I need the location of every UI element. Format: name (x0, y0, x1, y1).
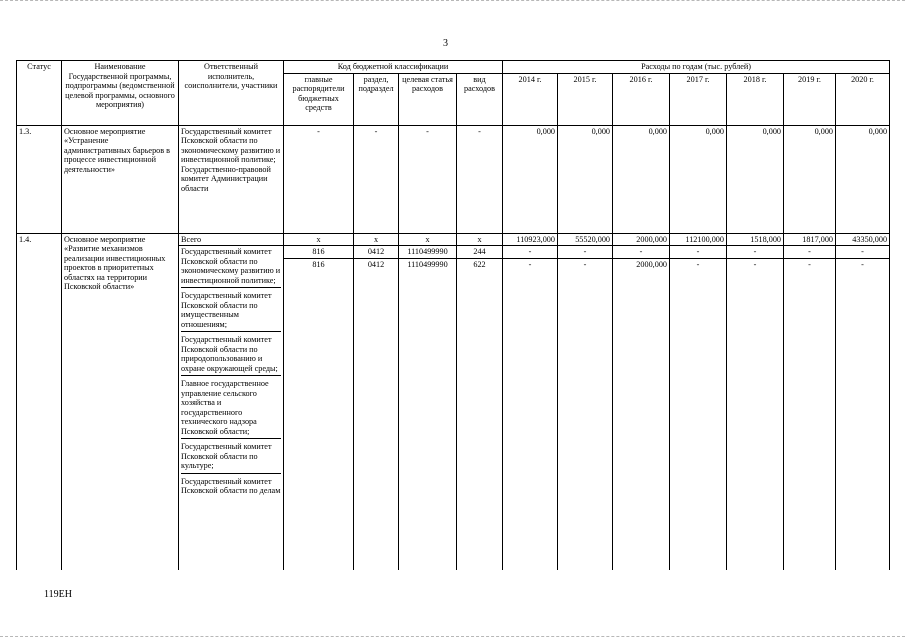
value-cell: - (613, 246, 670, 259)
value-cell: - (836, 246, 890, 259)
executor-item: Государственный комитет Псковской области по делам (181, 476, 281, 495)
executor-item: Государственный комитет Псковской области по экономическому развитию и инвестиционной политике; (181, 247, 281, 288)
code-cell: x (457, 233, 503, 246)
value-cell: - (503, 258, 558, 570)
value-cell: 0,000 (558, 125, 613, 233)
value-cell: 1817,000 (784, 233, 836, 246)
value-cell: - (558, 246, 613, 259)
value-cell: 0,000 (836, 125, 890, 233)
row-name: Основное мероприятие «Устранение административных барьеров в процессе инвестиционной деятельности» (62, 125, 179, 233)
code-cell: x (354, 233, 399, 246)
value-cell: 43350,000 (836, 233, 890, 246)
header-year: 2019 г. (784, 73, 836, 125)
footer-code: 119ЕН (44, 589, 72, 600)
executor-item: Государственный комитет Псковской области по природопользованию и охране окружающей среды; (181, 335, 281, 376)
value-cell: - (727, 258, 784, 570)
header-year: 2014 г. (503, 73, 558, 125)
table-row (17, 233, 890, 246)
value-cell: 2000,000 (613, 258, 670, 570)
code-cell: x (284, 233, 354, 246)
value-cell: - (558, 258, 613, 570)
header-year: 2018 г. (727, 73, 784, 125)
header-budget-col: целевая статья расходов (399, 73, 457, 125)
value-cell: 0,000 (613, 125, 670, 233)
value-cell: 55520,000 (558, 233, 613, 246)
code-cell: 1110499990 (399, 258, 457, 570)
value-cell: 112100,000 (670, 233, 727, 246)
code-cell: 816 (284, 246, 354, 259)
code-cell: - (399, 125, 457, 233)
header-year: 2015 г. (558, 73, 613, 125)
row-name: Основное мероприятие «Развитие механизмов реализации инвестиционных проектов в приоритетных областях на территории Псковской области» (62, 233, 179, 570)
code-cell: 1110499990 (399, 246, 457, 259)
header-budget-col: раздел, подраздел (354, 73, 399, 125)
header-status: Статус (17, 61, 62, 126)
value-cell: - (670, 258, 727, 570)
row-status: 1.4. (17, 233, 62, 570)
code-cell: 0412 (354, 246, 399, 259)
code-cell: 816 (284, 258, 354, 570)
code-cell: - (284, 125, 354, 233)
header-year: 2020 г. (836, 73, 890, 125)
table-row (17, 125, 890, 233)
header-year: 2017 г. (670, 73, 727, 125)
header-budget-group: Код бюджетной классификации (284, 61, 503, 74)
header-expenses-group: Расходы по годам (тыс. рублей) (503, 61, 890, 74)
value-cell: - (670, 246, 727, 259)
value-cell: - (784, 246, 836, 259)
code-cell: x (399, 233, 457, 246)
code-cell: - (457, 125, 503, 233)
header-year: 2016 г. (613, 73, 670, 125)
value-cell: - (727, 246, 784, 259)
header-budget-col: главные распорядители бюджетных средств (284, 73, 354, 125)
value-cell: 110923,000 (503, 233, 558, 246)
value-cell: 0,000 (784, 125, 836, 233)
code-cell: - (354, 125, 399, 233)
executor-item: Государственный комитет Псковской области по культуре; (181, 442, 281, 474)
header-budget-col: вид расходов (457, 73, 503, 125)
row-total-label: Всего (179, 233, 284, 246)
header-executor: Ответственный исполнитель, соисполнители, участники (179, 61, 284, 126)
budget-table (16, 60, 890, 570)
row-executor: Государственный комитет Псковской области по экономическому развитию и инвестиционной политике; Государственно-правовой комитет Администрации области (179, 125, 284, 233)
row-executors (179, 246, 284, 571)
scan-edge-bottom (0, 636, 905, 640)
executor-item: Главное государственное управление сельского хозяйства и государственного технического надзора Псковской области; (181, 379, 281, 439)
scan-edge-top (0, 0, 905, 4)
value-cell: - (503, 246, 558, 259)
executor-item: Государственный комитет Псковской области по имущественным отношениям; (181, 291, 281, 332)
page-number: 3 (443, 38, 448, 49)
value-cell: 0,000 (727, 125, 784, 233)
value-cell: 0,000 (503, 125, 558, 233)
code-cell: 622 (457, 258, 503, 570)
value-cell: - (784, 258, 836, 570)
value-cell: 2000,000 (613, 233, 670, 246)
header-name: Наименование Государственной программы, подпрограммы (ведомственной целевой программы, основного мероприятия) (62, 61, 179, 126)
value-cell: 0,000 (670, 125, 727, 233)
code-cell: 244 (457, 246, 503, 259)
code-cell: 0412 (354, 258, 399, 570)
row-status: 1.3. (17, 125, 62, 233)
value-cell: 1518,000 (727, 233, 784, 246)
value-cell: - (836, 258, 890, 570)
